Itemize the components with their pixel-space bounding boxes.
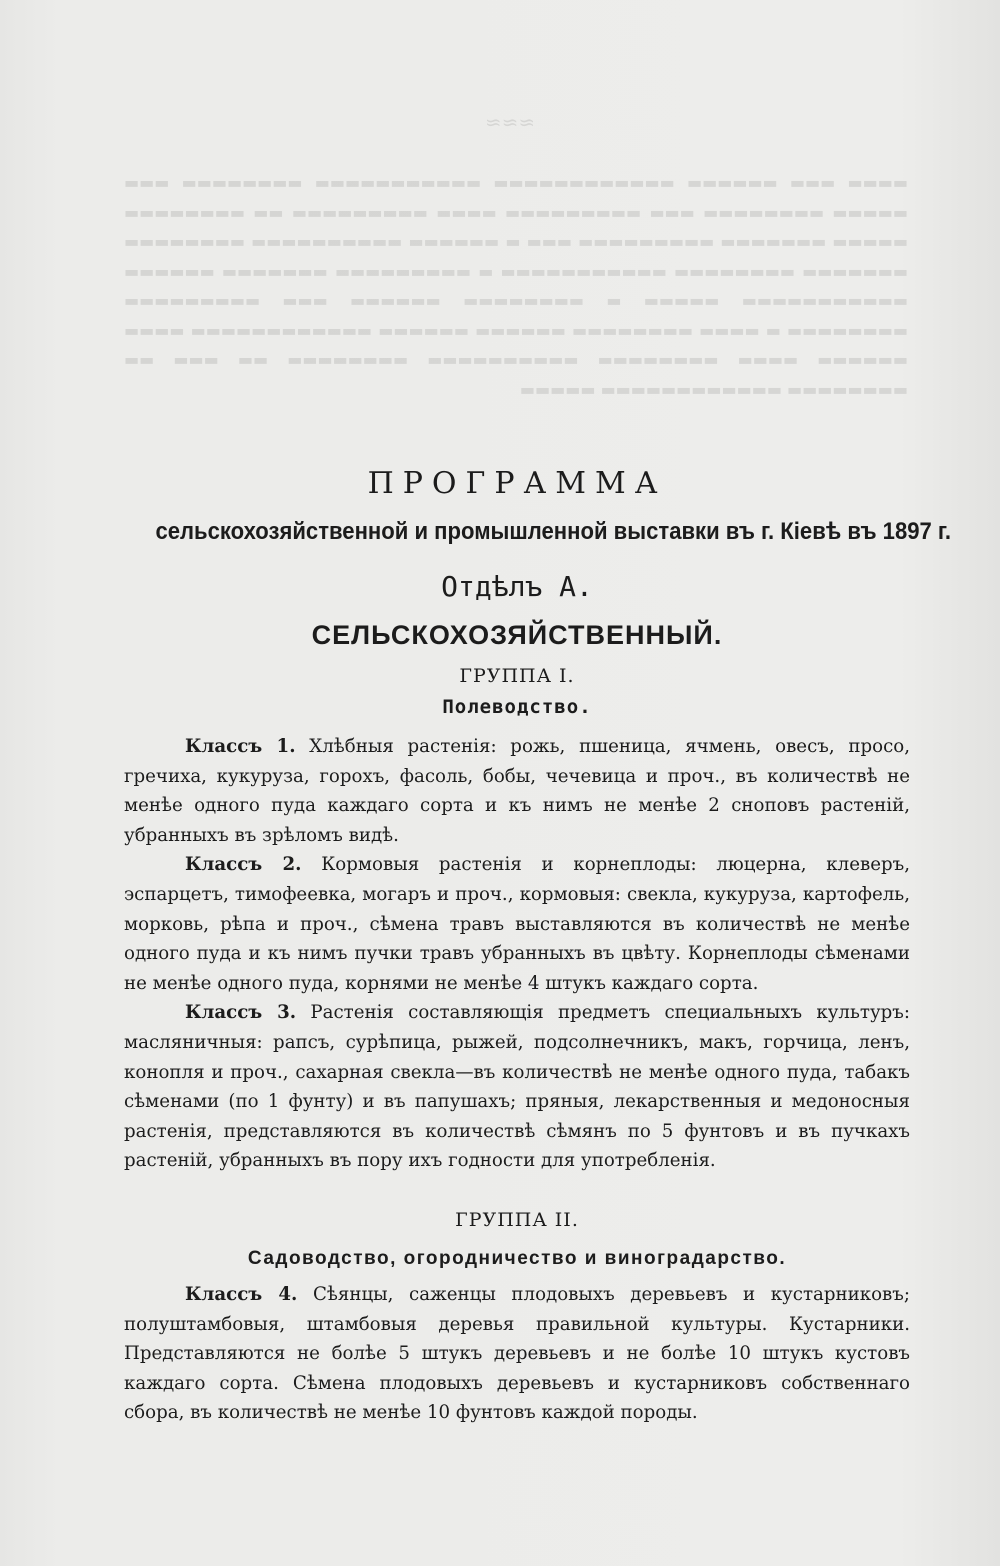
group-heading: ГРУППА II. [455, 1208, 579, 1231]
page-title: ПРОГРАММА [367, 466, 667, 501]
section-heading: Полеводство. [442, 696, 592, 718]
department-name: СЕЛЬСКОХОЗЯЙСТВЕННЫЙ. [311, 620, 723, 650]
bleed-through-text: ≈≈≈ [484, 110, 536, 134]
class-paragraph [124, 732, 910, 850]
class-text: Кормовыя растенія и корнеплоды: люцерна, клеверъ, эспарцетъ, тимофеевка, могаръ и проч., кормовыя: свекла, кукуруза, картофель, морковь, рѣпа и проч., сѣмена травъ выставляются въ количествѣ не менѣе одного пуда и къ нимъ пучки травъ убранныхъ въ цвѣту. Корнеплоды сѣменами не менѣе одного пуда, корнями не менѣе 4 штукъ каждаго сорта. [124, 854, 910, 994]
class-text: Сѣянцы, саженцы плодовыхъ деревьевъ и кустарниковъ; полуштамбовыя, штамбовыя деревья правильной культуры. Кустарники. Представляются не болѣе 5 штукъ деревьевъ и не болѣе 10 штукъ кустовъ каждаго сорта. Сѣмена плодовыхъ деревьевъ и кустарниковъ собственнаго сбора, въ количествѣ не менѣе 10 фунтовъ каждой породы. [124, 1283, 910, 1424]
group-heading: ГРУППА I. [459, 665, 575, 687]
class-label: Классъ 3. [185, 1002, 297, 1024]
class-paragraph [124, 998, 910, 1176]
class-text: Растенія составляющія предметъ специальныхъ культуръ: масляничныя: рапсъ, сурѣпица, рыжей, подсолнечникъ, макъ, горчица, ленъ, конопля и проч., сахарная свекла—въ количествѣ не менѣе одного пуда, табакъ сѣменами (по 1 фунту) и въ папушахъ; пряныя, лекарственныя и медоносныя растенія, представляются въ количествѣ сѣмянъ по 5 фунтовъ и въ пучкахъ растеній, убранныхъ въ пору ихъ годности для употребленія. [124, 1002, 910, 1172]
section-heading: Садоводство, огородничество и виноградарство. [247, 1247, 787, 1269]
class-label: Классъ 4. [185, 1283, 298, 1305]
bleed-through-text: ▬▬▬▬ ▬▬▬ ▬▬▬▬▬▬ ▬▬▬▬▬▬▬▬▬▬▬▬ ▬▬▬▬▬▬▬▬▬▬▬ ▬▬▬▬▬▬▬▬ ▬▬▬ ▬▬▬▬▬ ▬▬▬▬▬▬▬▬ ▬▬▬ ▬▬▬▬▬▬▬▬▬ ▬▬▬▬ ▬▬▬▬▬▬▬▬▬ ▬▬ ▬▬▬▬▬▬▬▬ ▬▬▬▬▬ ▬▬▬▬▬▬▬ ▬▬▬▬▬▬▬▬▬ ▬▬▬ ▬ ▬▬▬▬▬▬ ▬▬▬▬▬▬▬▬▬▬ ▬▬▬▬▬▬▬▬ ▬▬▬▬▬▬▬ ▬▬▬▬▬▬▬▬ ▬▬▬▬▬▬▬▬▬▬▬ ▬ ▬▬▬▬▬▬▬▬▬ ▬▬▬▬▬▬▬ ▬▬▬▬▬▬ ▬▬▬▬▬▬▬▬▬▬▬ ▬▬▬▬▬ ▬ ▬▬▬▬▬▬▬▬ ▬▬▬▬▬▬ ▬▬▬ ▬▬▬▬▬▬▬▬▬ ▬▬▬▬▬▬▬▬ ▬ ▬▬▬▬ ▬▬▬▬▬▬▬▬ ▬▬▬▬▬▬ ▬▬▬▬▬▬ ▬▬▬▬▬▬▬▬▬▬▬▬ ▬▬▬▬ ▬▬▬▬▬▬ ▬▬▬▬ ▬▬▬▬▬▬▬▬ ▬▬▬▬▬▬▬▬▬▬ ▬▬▬▬▬▬▬▬ ▬▬ ▬▬▬ ▬▬ ▬▬▬▬▬▬▬▬ ▬▬▬▬▬▬▬▬▬▬▬▬ ▬▬▬▬▬ [124, 173, 908, 399]
department-heading: Отдѣлъ А. [441, 570, 593, 603]
class-text: Хлѣбныя растенія: рожь, пшеница, ячмень, овесъ, просо, гречиха, кукуруза, горохъ, фасоль, бобы, чечевица и проч., въ количествѣ не менѣе одного пуда каждаго сорта и къ нимъ не менѣе 2 сноповъ растеній, убранныхъ въ зрѣломъ видѣ. [124, 736, 910, 846]
class-label: Классъ 1. [185, 736, 296, 757]
class-label: Классъ 2. [185, 854, 302, 876]
document-content [124, 462, 952, 1428]
class-paragraph [124, 850, 910, 998]
class-paragraph [124, 1280, 910, 1428]
page-subtitle: сельскохозяйственной и промышленной выставки въ г. Кіевѣ въ 1897 г. [155, 518, 952, 545]
